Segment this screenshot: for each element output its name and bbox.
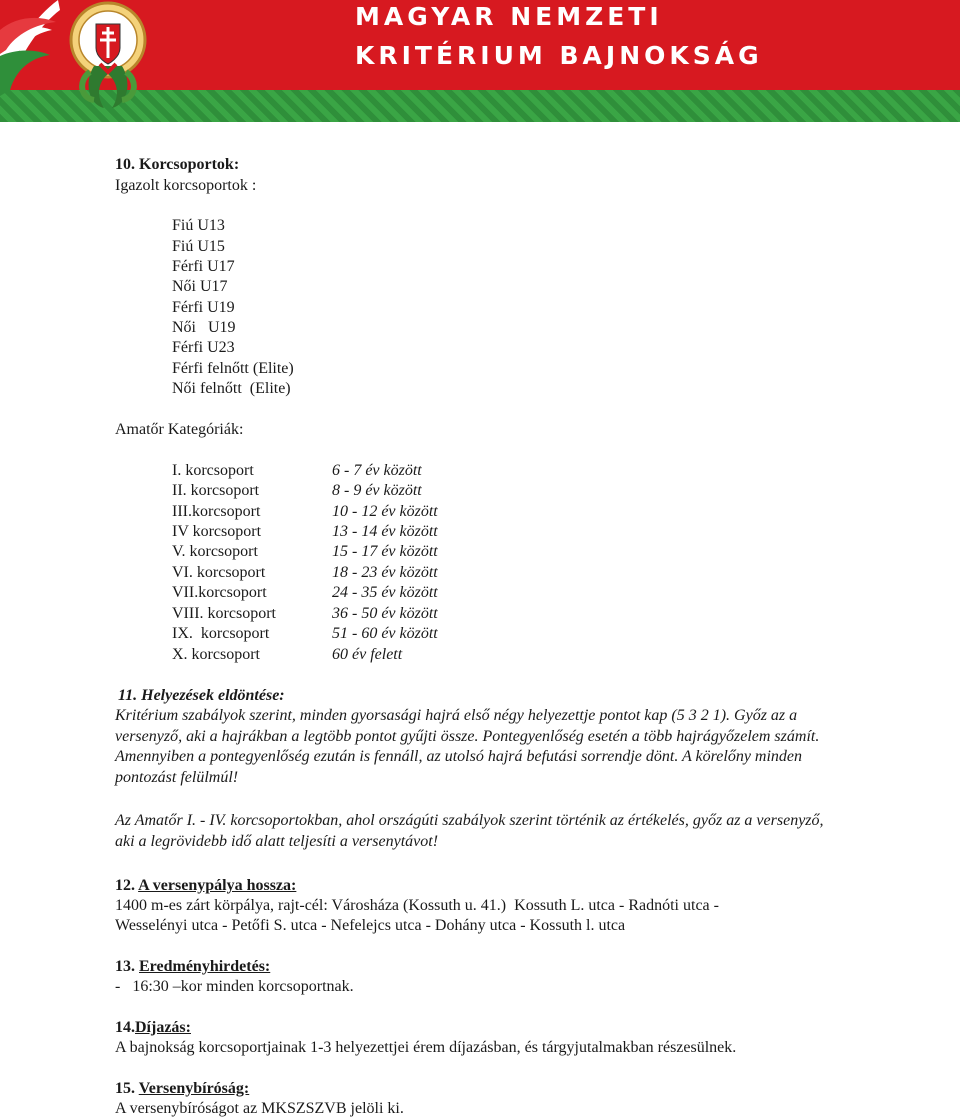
licensed-category-item: Női felnőtt (Elite) — [172, 380, 291, 397]
amateur-group-name: VI. korcsoport — [172, 564, 266, 581]
section-12-title: A versenypálya hossza: — [138, 877, 297, 894]
section-15-title: Versenybíróság: — [138, 1080, 250, 1097]
results-announcement-line: - 16:30 –kor minden korcsoportnak. — [115, 978, 354, 995]
section-15-heading — [115, 1079, 249, 1099]
placement-rules-paragraph: Kritérium szabályok szerint, minden gyorsasági hajrá első négy helyezettje pontot kap (5 3 2 1). Győz az a versenyző, aki a hajrákban a legtöbb pontot gyűjti össze. Pontegyenlőség esetén a több hajrágyőzelem számít. Amennyiben a pontegyenlőség ezután is fennáll, az utolsó hajrá befutási sorrendje dönt. A körelőny minden pontozást felülmúl! — [115, 707, 820, 786]
section-11-heading: 11. Helyezések eldöntése: — [118, 687, 285, 704]
amateur-group-age: 15 - 17 év között — [332, 543, 438, 560]
licensed-category-item: Férfi U17 — [172, 258, 235, 275]
amateur-group-age: 24 - 35 év között — [332, 584, 438, 601]
amateur-group-age: 36 - 50 év között — [332, 605, 438, 622]
amateur-timing-paragraph: Az Amatőr I. - IV. korcsoportokban, ahol országúti szabályok szerint történik az értékelés, győz az a versenyző, aki a legrövidebb idő alatt teljesíti a versenytávot! — [115, 812, 824, 850]
amateur-group-name: VIII. korcsoport — [172, 605, 276, 622]
amateur-group-age: 18 - 23 év között — [332, 564, 438, 581]
flag-swoosh-icon — [0, 0, 60, 122]
section-13-heading — [115, 957, 270, 977]
amateur-group-name: IX. korcsoport — [172, 625, 270, 642]
licensed-categories-label: Igazolt korcsoportok : — [115, 177, 257, 194]
licensed-category-item: Női U17 — [172, 278, 228, 295]
amateur-group-age: 60 év felett — [332, 646, 403, 663]
section-15-number: 15. — [115, 1080, 139, 1097]
licensed-category-item: Fiú U13 — [172, 217, 225, 234]
amateur-group-name: I. korcsoport — [172, 462, 254, 479]
section-13-number: 13. — [115, 958, 139, 975]
course-description-line: Wesselényi utca - Petőfi S. utca - Nefelejcs utca - Dohány utca - Kossuth l. utca — [115, 917, 626, 934]
section-13-title: Eredményhirdetés: — [139, 958, 271, 975]
licensed-category-item: Férfi U19 — [172, 299, 235, 316]
amateur-group-age: 6 - 7 év között — [332, 462, 422, 479]
header-title-line1: MAGYAR NEMZETI — [355, 2, 663, 31]
section-14-number: 14. — [115, 1019, 135, 1036]
amateur-group-name: V. korcsoport — [172, 543, 258, 560]
amateur-group-age: 51 - 60 év között — [332, 625, 438, 642]
licensed-category-item: Férfi U23 — [172, 339, 235, 356]
course-description-line: 1400 m-es zárt körpálya, rajt-cél: Városháza (Kossuth u. 41.) Kossuth L. utca - Radnóti utca - — [115, 897, 719, 914]
amateur-group-name: VII.korcsoport — [172, 584, 267, 601]
licensed-category-item: Férfi felnőtt (Elite) — [172, 360, 294, 377]
amateur-group-name: II. korcsoport — [172, 482, 260, 499]
amateur-group-name: IV korcsoport — [172, 523, 262, 540]
jury-line: A versenybíróságot az MKSZSZVB jelöli ki. — [115, 1100, 404, 1117]
header-banner — [0, 0, 960, 122]
amateur-group-age: 13 - 14 év között — [332, 523, 438, 540]
amateur-group-name: III.korcsoport — [172, 503, 261, 520]
licensed-category-item: Női U19 — [172, 319, 236, 336]
amateur-group-name: X. korcsoport — [172, 646, 260, 663]
header-title-line2: KRITÉRIUM BAJNOKSÁG — [355, 41, 763, 70]
amateur-group-age: 10 - 12 év között — [332, 503, 438, 520]
federation-crest-icon — [64, 0, 154, 115]
section-12-heading — [115, 876, 296, 896]
section-10-heading: 10. Korcsoportok: — [115, 156, 240, 173]
section-14-title: Díjazás: — [135, 1019, 191, 1036]
licensed-category-item: Fiú U15 — [172, 238, 225, 255]
amateur-group-age: 8 - 9 év között — [332, 482, 422, 499]
amateur-categories-label: Amatőr Kategóriák: — [115, 421, 244, 438]
section-12-number: 12. — [115, 877, 139, 894]
awards-line: A bajnokság korcsoportjainak 1-3 helyezettjei érem díjazásban, és tárgyjutalmakban részesülnek. — [115, 1039, 737, 1056]
section-14-heading — [115, 1018, 191, 1038]
